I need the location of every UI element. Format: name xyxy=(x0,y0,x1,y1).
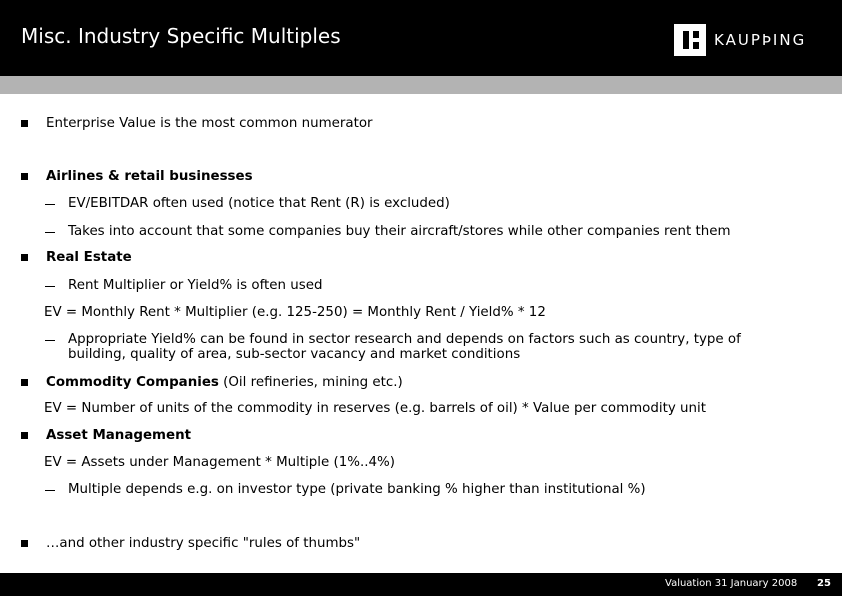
sub-bullet-text: Takes into account that some companies buy their aircraft/stores while other companies rent them xyxy=(68,224,731,239)
bullet-icon xyxy=(21,540,28,547)
bullet-heading: Airlines & retail businesses xyxy=(46,169,253,184)
sub-bullet-text: EV/EBITDAR often used (notice that Rent (R) is excluded) xyxy=(68,196,450,211)
header-divider xyxy=(0,76,842,94)
slide-title: Misc. Industry Specific Multiples xyxy=(21,24,341,48)
page-number: 25 xyxy=(817,578,831,589)
bullet-detail: (Oil refineries, mining etc.) xyxy=(223,375,403,390)
formula-text: EV = Monthly Rent * Multiplier (e.g. 125-250) = Monthly Rent / Yield% * 12 xyxy=(44,305,546,320)
dash-icon xyxy=(45,232,55,233)
footer-bar xyxy=(0,573,842,596)
logo-mark-icon xyxy=(674,24,706,56)
dash-icon xyxy=(45,340,55,341)
bullet-text xyxy=(46,375,403,390)
dash-icon xyxy=(45,490,55,491)
dash-icon xyxy=(45,286,55,287)
sub-bullet-text: Multiple depends e.g. on investor type (private banking % higher than institutional %) xyxy=(68,482,646,497)
bullet-text: …and other industry specific "rules of thumbs" xyxy=(46,536,361,551)
bullet-icon xyxy=(21,120,28,127)
footer-text: Valuation 31 January 2008 xyxy=(665,578,798,589)
bullet-icon xyxy=(21,254,28,261)
bullet-icon xyxy=(21,379,28,386)
formula-text: EV = Number of units of the commodity in reserves (e.g. barrels of oil) * Value per commodity unit xyxy=(44,401,706,416)
sub-bullet-text: building, quality of area, sub-sector vacancy and market conditions xyxy=(68,347,521,362)
sub-bullet-text: Rent Multiplier or Yield% is often used xyxy=(68,278,323,293)
sub-bullet-text: Appropriate Yield% can be found in sector research and depends on factors such as country, type of xyxy=(68,332,741,347)
dash-icon xyxy=(45,204,55,205)
bullet-text: Enterprise Value is the most common numerator xyxy=(46,116,373,131)
bullet-heading: Real Estate xyxy=(46,250,132,265)
bullet-icon xyxy=(21,173,28,180)
header-bar xyxy=(0,0,842,76)
logo-text: KAUPÞING xyxy=(714,31,807,49)
formula-text: EV = Assets under Management * Multiple (1%..4%) xyxy=(44,455,395,470)
bullet-icon xyxy=(21,432,28,439)
bullet-heading: Commodity Companies xyxy=(46,375,219,390)
bullet-heading: Asset Management xyxy=(46,428,192,443)
